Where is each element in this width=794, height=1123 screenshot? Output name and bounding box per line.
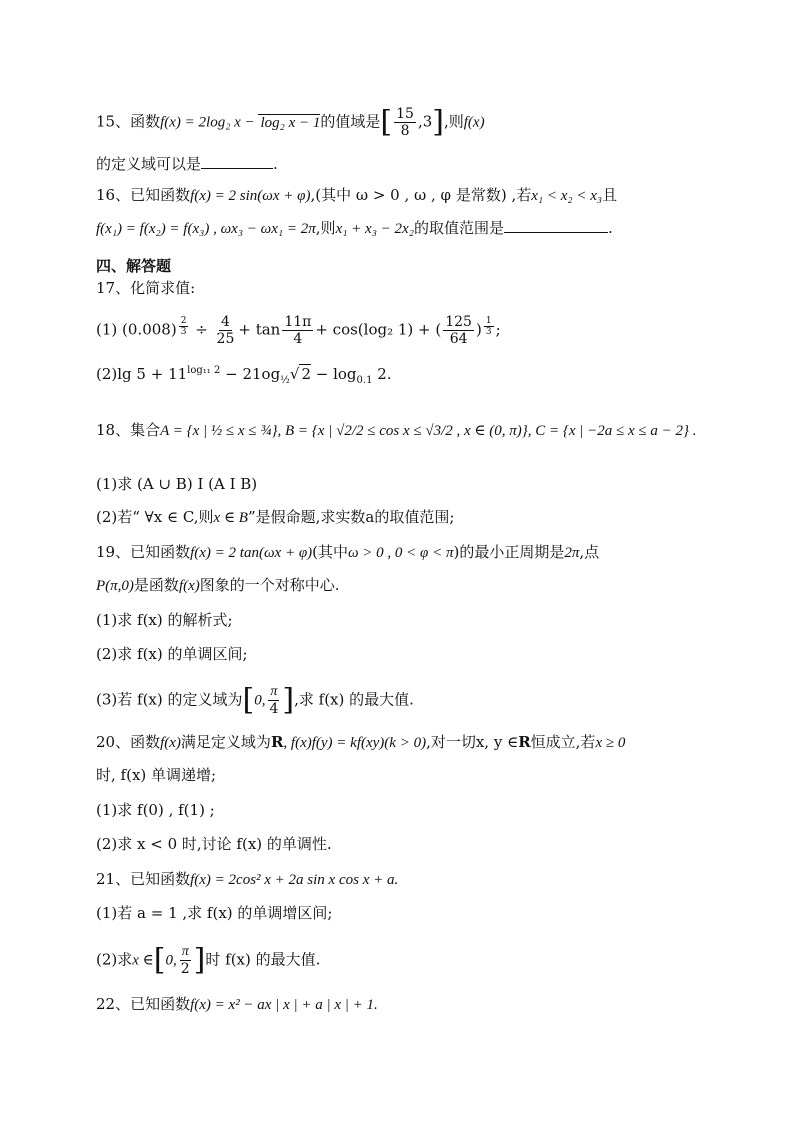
problem-15-line-2 — [96, 154, 278, 174]
real-numbers-symbol-2: R — [518, 733, 531, 751]
range-numerator: 15 — [396, 106, 414, 122]
problem-19-part-1: (1)求 f(x) 的解析式; — [96, 611, 233, 629]
divide-sign: ÷ — [190, 320, 213, 339]
problem-19-line-1 — [96, 542, 599, 563]
pi-numerator: π — [181, 944, 189, 959]
problem-20-for-all: ,对一切x, y ∈ — [426, 733, 519, 751]
problem-20-prefix: 20、函数 — [96, 733, 161, 751]
part-2-b: − 21og — [220, 365, 281, 383]
problem-15-line-1 — [96, 106, 485, 139]
frac-1-den: 25 — [216, 331, 235, 347]
problem-19-fx: f(x) — [178, 578, 200, 594]
right-bracket-icon: ] — [432, 104, 444, 140]
problem-16-end: . — [607, 219, 613, 237]
section-title: 四、解答题 — [96, 257, 172, 275]
part-2-sub: ½ — [280, 375, 290, 386]
problem-16-mid: ,(其中 ω > 0 , ω , φ 是常数) ,若 — [310, 186, 532, 204]
fraction-11pi-4 — [282, 314, 313, 347]
part-2-c: − log — [310, 365, 357, 383]
problem-20-line-1 — [96, 732, 625, 753]
real-numbers-symbol: R — [270, 733, 284, 751]
left-bracket-icon: [ — [242, 682, 255, 718]
exp-numerator: 2 — [180, 315, 187, 326]
problem-19-line-2-end: 图象的一个对称中心. — [199, 576, 340, 594]
problem-16-function: f(x) = 2 sin(ωx + φ) — [190, 188, 311, 204]
problem-22-line-1 — [96, 994, 378, 1015]
problem-16-line-1 — [96, 185, 617, 206]
problem-18-title: 18、集合 — [96, 421, 161, 439]
problem-20-part-2: (2)求 x < 0 时,讨论 f(x) 的单调性. — [96, 835, 332, 853]
problem-16-then: ,则 — [315, 219, 336, 237]
problem-22-prefix: 22、已知函数 — [96, 995, 191, 1013]
problem-21-part-1: (1)若 a = 1 ,求 f(x) 的单调增区间; — [96, 904, 333, 922]
problem-19-period: 2π — [564, 545, 580, 561]
problem-15-end: . — [273, 155, 278, 173]
set-c: , C = {x | −2a ≤ x ≤ a − 2} . — [527, 423, 697, 439]
problem-15-domain-text: 的定义域可以是 — [96, 155, 202, 173]
part-2-x: x ∈ — [132, 952, 154, 969]
problem-17-title: 17、化简求值: — [96, 279, 196, 297]
problem-18-part-2 — [96, 507, 454, 528]
sqrt-icon: √ — [289, 365, 300, 383]
problem-20-mid: 满足定义域为 — [180, 733, 271, 751]
part-2-sqrt: 2 — [301, 365, 311, 383]
problem-21-prefix: 21、已知函数 — [96, 870, 191, 888]
part-1-end: ; — [495, 320, 501, 339]
problem-19-function: f(x) = 2 tan(ωx + φ) — [190, 545, 313, 561]
problem-16-line-2 — [96, 218, 613, 239]
problem-21-line-1 — [96, 869, 398, 890]
part-2-sup: log₁₁ 2 — [187, 365, 221, 376]
close-paren: ) — [475, 320, 482, 339]
problem-19-condition: ω > 0 , 0 < φ < π — [347, 545, 454, 561]
problem-20-fx: f(x) — [160, 735, 181, 751]
problem-16-condition: x₁ < x₂ < x₃ — [531, 188, 603, 204]
part-1-exponent-2 — [482, 315, 496, 337]
problem-20-condition: x ≥ 0 — [595, 735, 626, 751]
part-2-pre: (2)求 — [96, 950, 133, 969]
problem-19-prefix: 19、已知函数 — [96, 543, 191, 561]
problem-15-mid: 的值域是 — [320, 112, 381, 131]
pi-denominator: 4 — [269, 701, 279, 717]
part-3-post: ,求 f(x) 的最大值. — [294, 690, 414, 709]
problem-19-line-2-text: 是函数 — [133, 576, 179, 594]
fraction-4-25 — [215, 314, 237, 347]
exp2-denominator: 3 — [485, 326, 492, 337]
problem-15-prefix: 15、函数 — [96, 112, 161, 131]
problem-18-line-1 — [96, 420, 697, 441]
answer-blank-15[interactable] — [201, 154, 273, 169]
range-fraction — [394, 106, 416, 139]
part-2-c-sub: 0.1 — [356, 375, 373, 386]
problem-15-function: f(x) = 2log₂ x − — [160, 114, 259, 131]
problem-20-equation: , f(x)f(y) = kf(xy)(k > 0) — [283, 735, 427, 751]
pi-over-2 — [179, 944, 192, 977]
problem-20-post: 恒成立,若 — [530, 733, 596, 751]
part-2-end: 2. — [372, 365, 392, 383]
problem-20-line-2: 时, f(x) 单调递增; — [96, 766, 217, 784]
frac-1-num: 4 — [220, 314, 230, 330]
part-1-base: (0.008) — [122, 320, 177, 339]
frac-2-den: 4 — [293, 331, 303, 347]
problem-19-part-2: (2)求 f(x) 的单调区间; — [96, 645, 248, 663]
problem-19-part-3: (3)若 f(x) 的定义域为[0, $\frac{\pi}{4}$ ],求 f(x) 的最大值. — [96, 682, 414, 718]
problem-21-function: f(x) = 2cos² x + 2a sin x cos x + a. — [190, 872, 399, 888]
problem-20-part-1: (1)求 f(0) , f(1) ; — [96, 801, 215, 819]
part-2-pre: (2)若“ ∀x ∈ C,则 — [96, 508, 214, 526]
part-2-expression: x ∈ B — [213, 510, 248, 526]
right-bracket-icon: ] — [282, 682, 295, 718]
left-bracket-icon: [ — [380, 104, 393, 140]
pi-denominator: 2 — [180, 961, 190, 977]
frac-3-num: 125 — [445, 314, 472, 330]
tan-text: + tan — [238, 320, 281, 339]
frac-2-num: 11π — [284, 314, 312, 330]
set-a: A = {x | ½ ≤ x ≤ ¾} — [160, 423, 278, 439]
right-bracket-icon: ] — [193, 942, 206, 978]
part-1-label: (1) — [96, 320, 118, 339]
part-2-post: 时 f(x) 的最大值. — [205, 950, 321, 969]
problem-22-function: f(x) = x² − ax | x | + a | x | + 1. — [190, 997, 378, 1013]
range-denominator: 8 — [400, 123, 410, 139]
answer-blank-16[interactable] — [504, 218, 608, 233]
problem-17-part-1 — [96, 314, 501, 347]
part-3-pre: (3)若 f(x) 的定义域为 — [96, 690, 243, 709]
part-1-exponent — [177, 315, 191, 337]
problem-15-post: ,则 — [443, 112, 464, 131]
problem-16-prefix: 16、已知函数 — [96, 186, 191, 204]
problem-16-and: 且 — [602, 186, 618, 204]
pi-over-4 — [267, 684, 280, 717]
cos-text: + cos(log₂ 1) + ( — [315, 320, 442, 339]
set-b: , B = {x | √2/2 ≤ cos x ≤ √3/2 , x ∈ (0, π)} — [277, 423, 528, 439]
fraction-125-64 — [443, 314, 474, 347]
problem-18-part-1: (1)求 (A ∪ B) I (A I B) — [96, 475, 258, 493]
problem-15-fx: f(x) — [463, 114, 485, 131]
range-tail: ,3 — [417, 112, 433, 131]
problem-16-expression: x₁ + x₃ − 2x₂ — [335, 221, 414, 237]
part-2-a: lg 5 + 11 — [117, 365, 188, 383]
problem-19-end: ,点 — [579, 543, 600, 561]
left-bracket-icon: [ — [153, 942, 166, 978]
problem-19-mid: (其中 — [312, 543, 348, 561]
exp-denominator: 3 — [180, 326, 187, 337]
problem-21-part-2: (2)求x ∈[0, $\frac{\pi}{2}$ ]时 f(x) 的最大值. — [96, 942, 321, 978]
part-2-label: (2) — [96, 365, 118, 383]
pi-numerator: π — [270, 684, 278, 699]
exp2-numerator: 1 — [485, 315, 492, 326]
problem-19-line-2 — [96, 575, 340, 596]
point-p: P(π,0) — [96, 578, 134, 594]
problem-15-sqrt: log₂ x − 1 — [260, 114, 321, 131]
part-2-post: ”是假命题,求实数a的取值范围; — [247, 508, 455, 526]
problem-16-range-text: 的取值范围是 — [413, 219, 504, 237]
problem-17-part-2 — [96, 364, 392, 384]
frac-3-den: 64 — [449, 331, 468, 347]
problem-19-post: )的最小正周期是 — [453, 543, 565, 561]
problem-16-equality: f(x₁) = f(x₂) = f(x₃) , ωx₃ − ωx₁ = 2π — [96, 221, 316, 237]
